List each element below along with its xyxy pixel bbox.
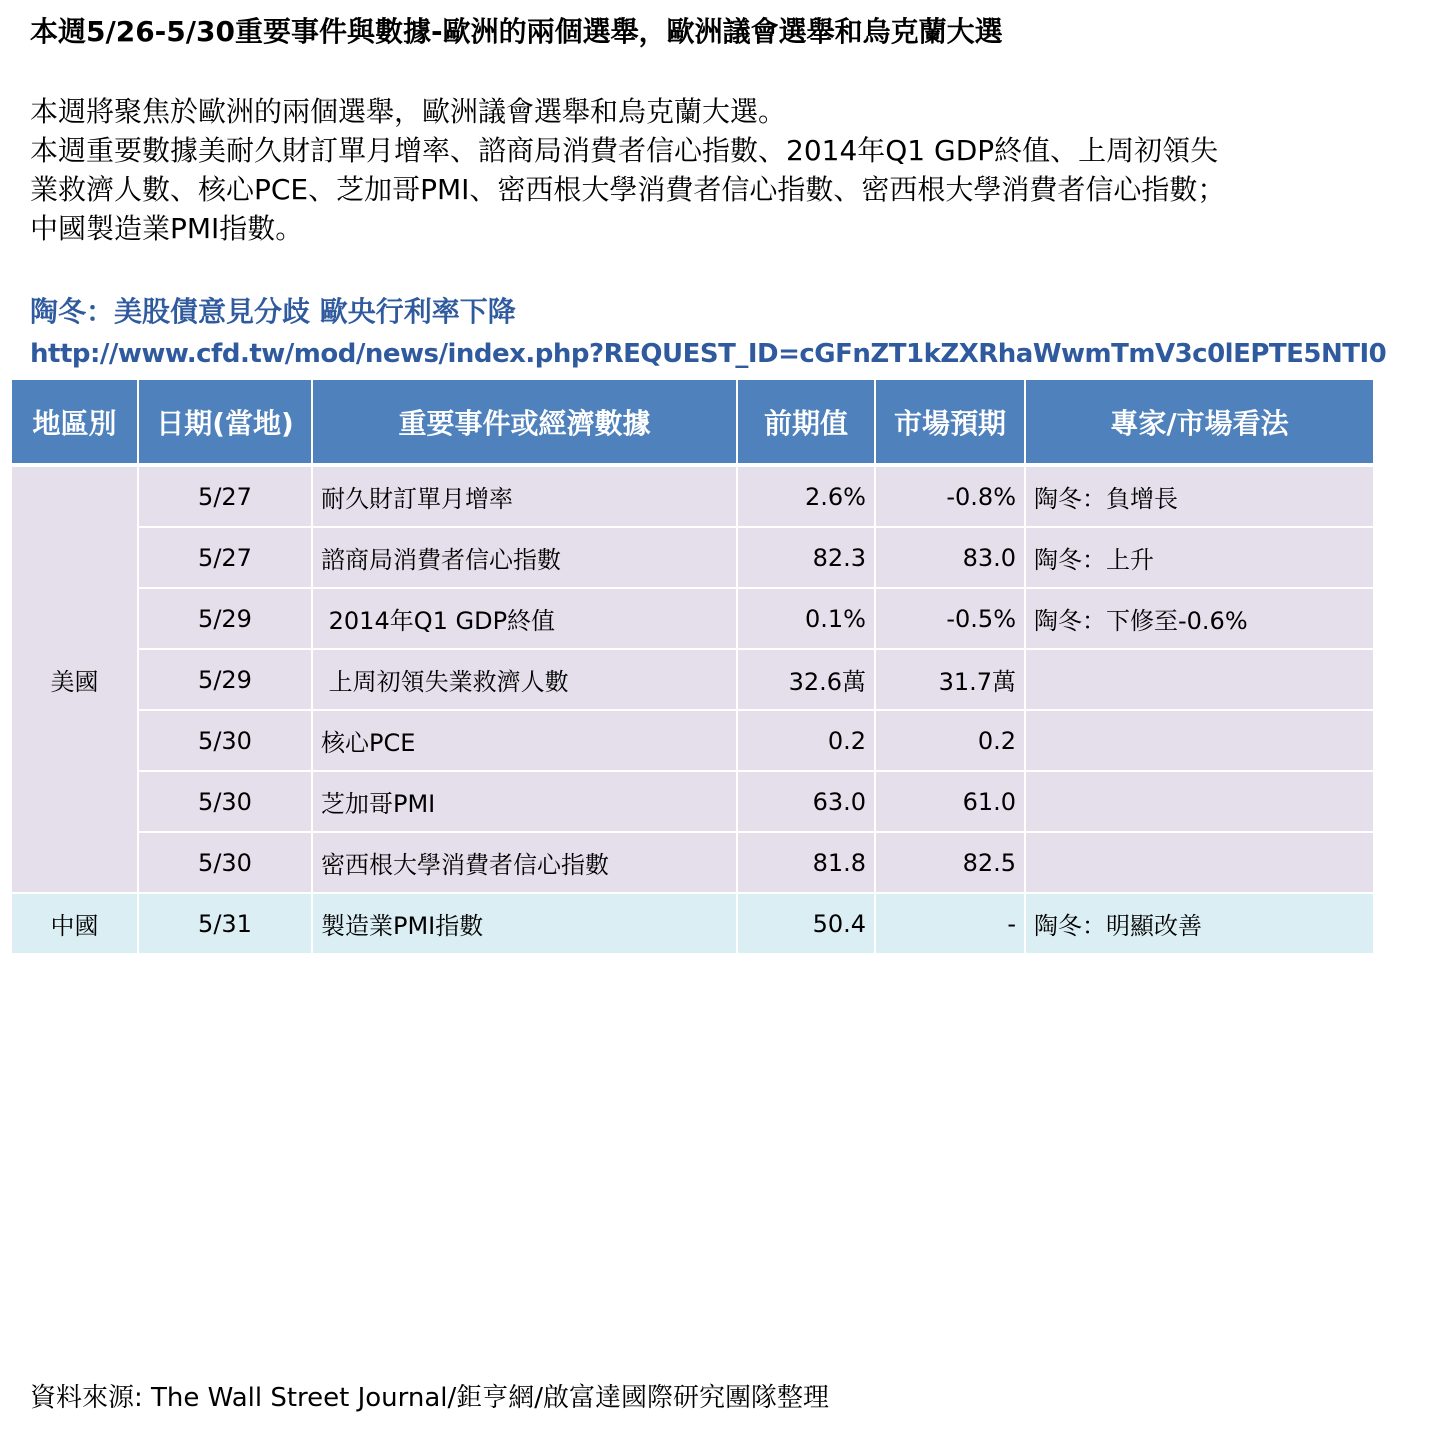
intro-paragraph bbox=[30, 92, 1440, 248]
date-cell: 5/30 bbox=[138, 710, 312, 771]
col-header-previous: 前期值 bbox=[737, 380, 875, 465]
intro-line: 中國製造業PMI指數。 bbox=[30, 212, 304, 245]
source-note: 資料來源: The Wall Street Journal/鉅亨網/啟富達國際研究團隊整理 bbox=[30, 1383, 830, 1413]
previous-cell: 50.4 bbox=[737, 893, 875, 954]
region-cell-china: 中國 bbox=[12, 893, 138, 954]
event-cell: 2014年Q1 GDP終值 bbox=[312, 588, 737, 649]
forecast-cell: -0.5% bbox=[875, 588, 1025, 649]
forecast-cell: 0.2 bbox=[875, 710, 1025, 771]
date-cell: 5/27 bbox=[138, 527, 312, 588]
table-header-row bbox=[12, 380, 1374, 465]
intro-line: 業救濟人數、核心PCE、芝加哥PMI、密西根大學消費者信心指數、密西根大學消費者信心指數； bbox=[30, 173, 1226, 206]
previous-cell: 2.6% bbox=[737, 465, 875, 527]
table-row bbox=[12, 771, 1374, 832]
view-cell bbox=[1025, 710, 1374, 771]
view-cell bbox=[1025, 649, 1374, 710]
news-headline: 陶冬：美股債意見分歧 歐央行利率下降 bbox=[30, 295, 516, 328]
view-cell: 陶冬：上升 bbox=[1025, 527, 1374, 588]
event-cell: 上周初領失業救濟人數 bbox=[312, 649, 737, 710]
previous-cell: 63.0 bbox=[737, 771, 875, 832]
view-cell bbox=[1025, 771, 1374, 832]
col-header-date: 日期(當地) bbox=[138, 380, 312, 465]
col-header-forecast: 市場預期 bbox=[875, 380, 1025, 465]
intro-line: 本週將聚焦於歐洲的兩個選舉，歐洲議會選舉和烏克蘭大選。 bbox=[30, 95, 787, 128]
news-link[interactable]: http://www.cfd.tw/mod/news/index.php?REQUEST_ID=cGFnZT1kZXRhaWwmTmV3c0lEPTE5NTI0 bbox=[30, 339, 1387, 369]
previous-cell: 82.3 bbox=[737, 527, 875, 588]
table-row bbox=[12, 465, 1374, 527]
date-cell: 5/30 bbox=[138, 771, 312, 832]
region-cell-us: 美國 bbox=[12, 465, 138, 893]
table-row bbox=[12, 527, 1374, 588]
forecast-cell: 31.7萬 bbox=[875, 649, 1025, 710]
date-cell: 5/27 bbox=[138, 465, 312, 527]
intro-line: 本週重要數據美耐久財訂單月增率、諮商局消費者信心指數、2014年Q1 GDP終值、上周初領失 bbox=[30, 134, 1219, 167]
event-cell: 製造業PMI指數 bbox=[312, 893, 737, 954]
view-cell: 陶冬：下修至-0.6% bbox=[1025, 588, 1374, 649]
forecast-cell: 83.0 bbox=[875, 527, 1025, 588]
event-cell: 核心PCE bbox=[312, 710, 737, 771]
previous-cell: 32.6萬 bbox=[737, 649, 875, 710]
forecast-cell: 61.0 bbox=[875, 771, 1025, 832]
event-cell: 芝加哥PMI bbox=[312, 771, 737, 832]
view-cell: 陶冬：明顯改善 bbox=[1025, 893, 1374, 954]
table-row bbox=[12, 893, 1374, 954]
date-cell: 5/31 bbox=[138, 893, 312, 954]
event-cell: 耐久財訂單月增率 bbox=[312, 465, 737, 527]
event-cell: 諮商局消費者信心指數 bbox=[312, 527, 737, 588]
col-header-event: 重要事件或經濟數據 bbox=[312, 380, 737, 465]
view-cell: 陶冬：負增長 bbox=[1025, 465, 1374, 527]
previous-cell: 81.8 bbox=[737, 832, 875, 893]
view-cell bbox=[1025, 832, 1374, 893]
table-row bbox=[12, 710, 1374, 771]
col-header-view: 專家/市場看法 bbox=[1025, 380, 1374, 465]
date-cell: 5/30 bbox=[138, 832, 312, 893]
col-header-region: 地區別 bbox=[12, 380, 138, 465]
forecast-cell: -0.8% bbox=[875, 465, 1025, 527]
forecast-cell: 82.5 bbox=[875, 832, 1025, 893]
table-row bbox=[12, 649, 1374, 710]
event-cell: 密西根大學消費者信心指數 bbox=[312, 832, 737, 893]
table-row bbox=[12, 588, 1374, 649]
page-title: 本週5/26-5/30重要事件與數據-歐洲的兩個選舉，歐洲議會選舉和烏克蘭大選 bbox=[30, 15, 1003, 48]
date-cell: 5/29 bbox=[138, 588, 312, 649]
previous-cell: 0.2 bbox=[737, 710, 875, 771]
date-cell: 5/29 bbox=[138, 649, 312, 710]
events-table bbox=[12, 380, 1375, 955]
previous-cell: 0.1% bbox=[737, 588, 875, 649]
forecast-cell: - bbox=[875, 893, 1025, 954]
table-row bbox=[12, 832, 1374, 893]
